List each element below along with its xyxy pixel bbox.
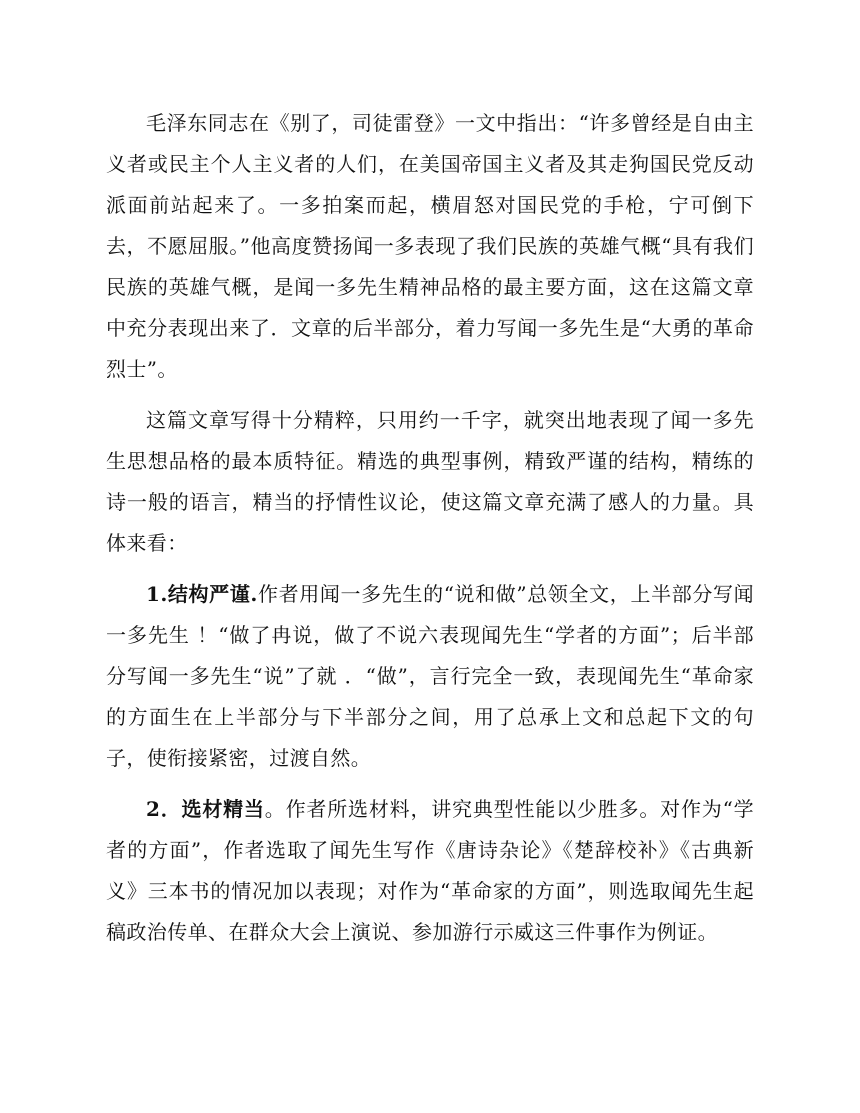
paragraph-3-heading: 1.结构严谨. (146, 582, 258, 606)
paragraph-1 (106, 103, 754, 390)
paragraph-3-text: 作者用闻一多先生的“说和做”总领全文，上半部分写闻一多先生 ！“做了冉说，做了不说六表现闻先生“学者的方面”；后半部分写闻一多先生“说”了就 ．“做”，言行完全一致，表现闻先生“革命家的方面生在上半部分与下半部分之间，用了总承上文和总起下文的句子，使衔接紧密，过渡自然。 (106, 582, 754, 770)
paragraph-4 (106, 789, 754, 953)
paragraph-2 (106, 400, 754, 564)
paragraph-4-text: 。作者所选材料，讲究典型性能以少胜多。对作为“学者的方面”，作者选取了闻先生写作《唐诗杂论》《楚辞校补》《古典新义》三本书的情况加以表现；对作为“革命家的方面”，则选取闻先生起稿政治传单、在群众大会上演说、参加游行示威这三件事作为例证。 (106, 797, 754, 944)
paragraph-3 (106, 574, 754, 779)
document-body (106, 103, 754, 963)
paragraph-1-text: 毛泽东同志在《别了，司徒雷登》一文中指出：“许多曾经是自由主义者或民主个人主义者的人们，在美国帝国主义者及其走狗国民党反动派面前站起来了。一多拍案而起，横眉怒对国民党的手枪，宁可倒下去，不愿屈服。”他高度赞扬闻一多表现了我们民族的英雄气概“具有我们民族的英雄气概，是闻一多先生精神品格的最主要方面，这在这篇文章中充分表现出来了．文章的后半部分，着力写闻一多先生是“大勇的革命烈士”。 (106, 111, 754, 381)
paragraph-4-heading: 2．选材精当 (146, 797, 265, 821)
paragraph-2-text: 这篇文章写得十分精粹，只用约一千字，就突出地表现了闻一多先生思想品格的最本质特征。精选的典型事例，精致严谨的结构，精练的诗一般的语言，精当的抒情性议论，使这篇文章充满了感人的力量。具体来看： (106, 408, 754, 555)
